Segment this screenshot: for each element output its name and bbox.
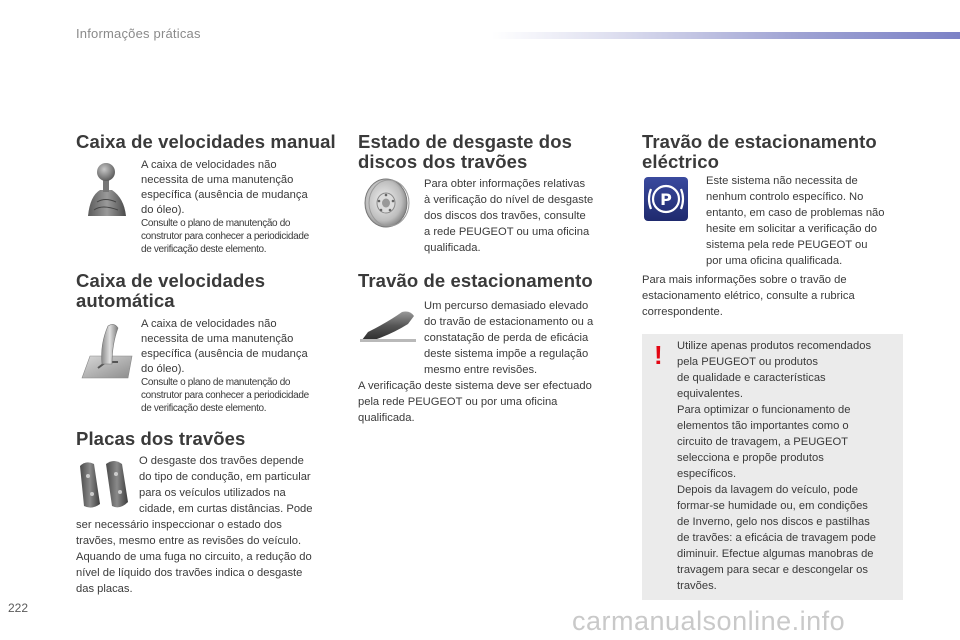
parking-brake-lever-icon bbox=[358, 308, 418, 344]
manual-gear-lever-icon bbox=[80, 160, 132, 218]
warning-exclamation-icon: ! bbox=[654, 340, 663, 370]
brake-disc-icon bbox=[362, 176, 414, 230]
epb-icon-letter: P bbox=[660, 190, 672, 209]
warning-text: Utilize apenas produtos recomendados pela PEUGEOT ou produtos de qualidade e características equivalentes. Para optimizar o funcionamento de elementos tão importantes como o circuito de travagem, a PEUGEOT selecciona e propõe produtos específicos. Depois da lavagem do veículo, pode formar-se humidade ou, em condições de Inverno, gelo nos discos e pastilhas de travões: a eficácia de travagem pode diminuir. Efectue algumas manobras de travagem para secar e descongelar os travões. bbox=[677, 340, 877, 592]
header-gradient-bar bbox=[492, 32, 960, 39]
brake-pads-icon bbox=[76, 456, 132, 512]
page-number: 222 bbox=[8, 601, 29, 615]
automatic-gear-selector-icon bbox=[78, 318, 136, 380]
page-header-title: Informações práticas bbox=[76, 26, 201, 41]
parking-brake-title: Travão de estacionamento bbox=[358, 270, 593, 291]
electric-parking-brake-icon bbox=[643, 176, 689, 222]
manual-gearbox-title: Caixa de velocidades manual bbox=[76, 131, 336, 152]
warning-box bbox=[642, 334, 903, 600]
brake-pads-title: Placas dos travões bbox=[76, 428, 246, 449]
watermark: carmanualsonline.info bbox=[572, 606, 846, 636]
electric-parking-brake-title: Travão de estacionamento eléctrico bbox=[642, 131, 877, 172]
auto-gearbox-title: Caixa de velocidades automática bbox=[76, 270, 266, 311]
brake-discs-title: Estado de desgaste dos discos dos travões bbox=[358, 131, 572, 172]
